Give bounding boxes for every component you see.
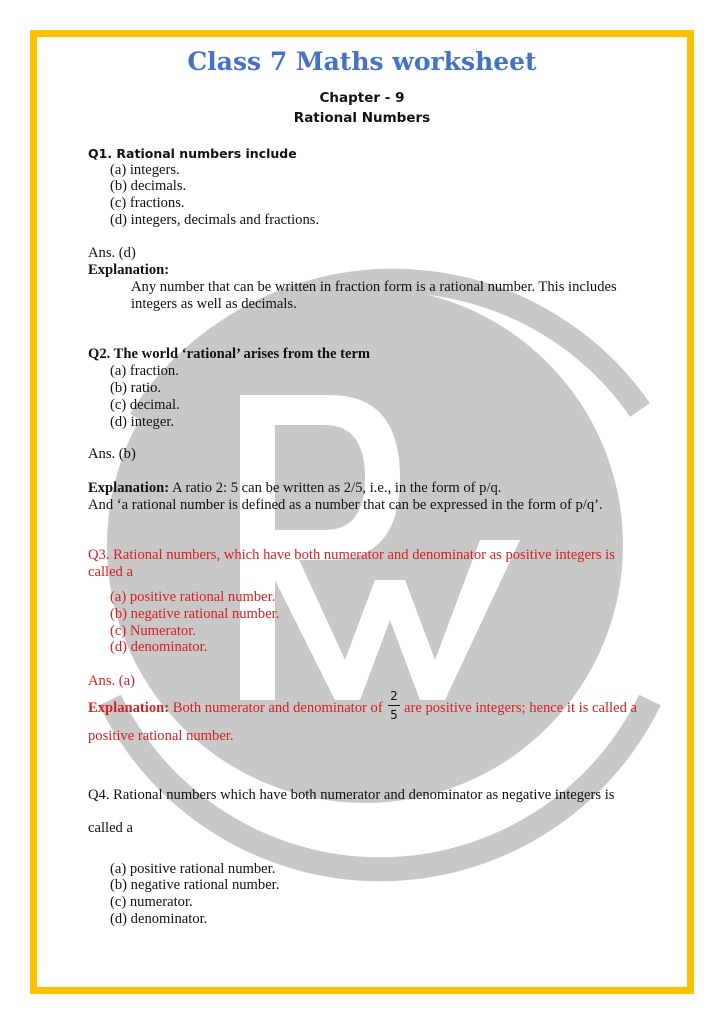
q1-option-d: (d) integers, decimals and fractions. bbox=[110, 212, 320, 228]
q3-explanation-end: positive rational number. bbox=[88, 728, 234, 744]
q4-option-a: (a) positive rational number. bbox=[110, 861, 276, 877]
q4-question-line2: called a bbox=[88, 820, 133, 836]
q2-explanation-label: Explanation: bbox=[88, 480, 170, 496]
q3-question-line2: called a bbox=[88, 564, 133, 580]
q1-explanation-label: Explanation: bbox=[88, 262, 170, 278]
q3-option-d: (d) denominator. bbox=[110, 639, 208, 655]
q1-option-b: (b) decimals. bbox=[110, 178, 187, 194]
q4-option-b: (b) negative rational number. bbox=[110, 877, 280, 893]
q1-answer: Ans. (d) bbox=[88, 245, 136, 261]
q2-explanation-text: A ratio 2: 5 can be written as 2/5, i.e., in the form of p/q. bbox=[169, 480, 502, 496]
fraction-numerator: 2 bbox=[390, 689, 398, 703]
q4-option-c: (c) numerator. bbox=[110, 894, 193, 910]
q1-explanation-line1: Any number that can be written in fraction form is a rational number. This includes bbox=[131, 279, 617, 295]
q3-option-b: (b) negative rational number. bbox=[110, 606, 280, 622]
q2-question: Q2. The world ‘rational’ arises from the term bbox=[88, 346, 371, 362]
q1-question: Q1. Rational numbers include bbox=[88, 146, 297, 161]
q2-answer: Ans. (b) bbox=[88, 446, 136, 462]
q2-option-a: (a) fraction. bbox=[110, 363, 179, 379]
q2-explanation-line2: And ‘a rational number is defined as a number that can be expressed in the form of p/q’. bbox=[88, 497, 603, 513]
q3-explanation-label: Explanation: bbox=[88, 700, 170, 716]
q1-option-c: (c) fractions. bbox=[110, 195, 185, 211]
q3-option-a: (a) positive rational number. bbox=[110, 589, 276, 605]
worksheet-title: Class 7 Maths worksheet bbox=[187, 47, 537, 76]
q3-question-line1: Q3. Rational numbers, which have both numerator and denominator as positive integers is bbox=[88, 547, 615, 563]
q2-option-d: (d) integer. bbox=[110, 414, 175, 430]
chapter-name: Rational Numbers bbox=[293, 110, 431, 126]
q3-explanation-pre: Both numerator and denominator of bbox=[169, 700, 383, 716]
q3-answer: Ans. (a) bbox=[88, 673, 136, 689]
fraction-two-fifths bbox=[388, 689, 400, 722]
q3-explanation-line1 bbox=[88, 700, 383, 717]
q1-option-a: (a) integers. bbox=[110, 162, 180, 178]
q2-option-b: (b) ratio. bbox=[110, 380, 162, 396]
q2-option-c: (c) decimal. bbox=[110, 397, 180, 413]
chapter-number: Chapter - 9 bbox=[319, 90, 405, 106]
q4-option-d: (d) denominator. bbox=[110, 911, 208, 927]
q2-explanation-line1 bbox=[88, 480, 501, 497]
q3-explanation-post: are positive integers; hence it is called a bbox=[404, 700, 638, 716]
q4-question-line1: Q4. Rational numbers which have both numerator and denominator as negative integers is bbox=[88, 787, 615, 803]
fraction-denominator: 5 bbox=[390, 708, 398, 722]
q1-explanation-line2: integers as well as decimals. bbox=[131, 296, 297, 312]
q3-option-c: (c) Numerator. bbox=[110, 623, 196, 639]
